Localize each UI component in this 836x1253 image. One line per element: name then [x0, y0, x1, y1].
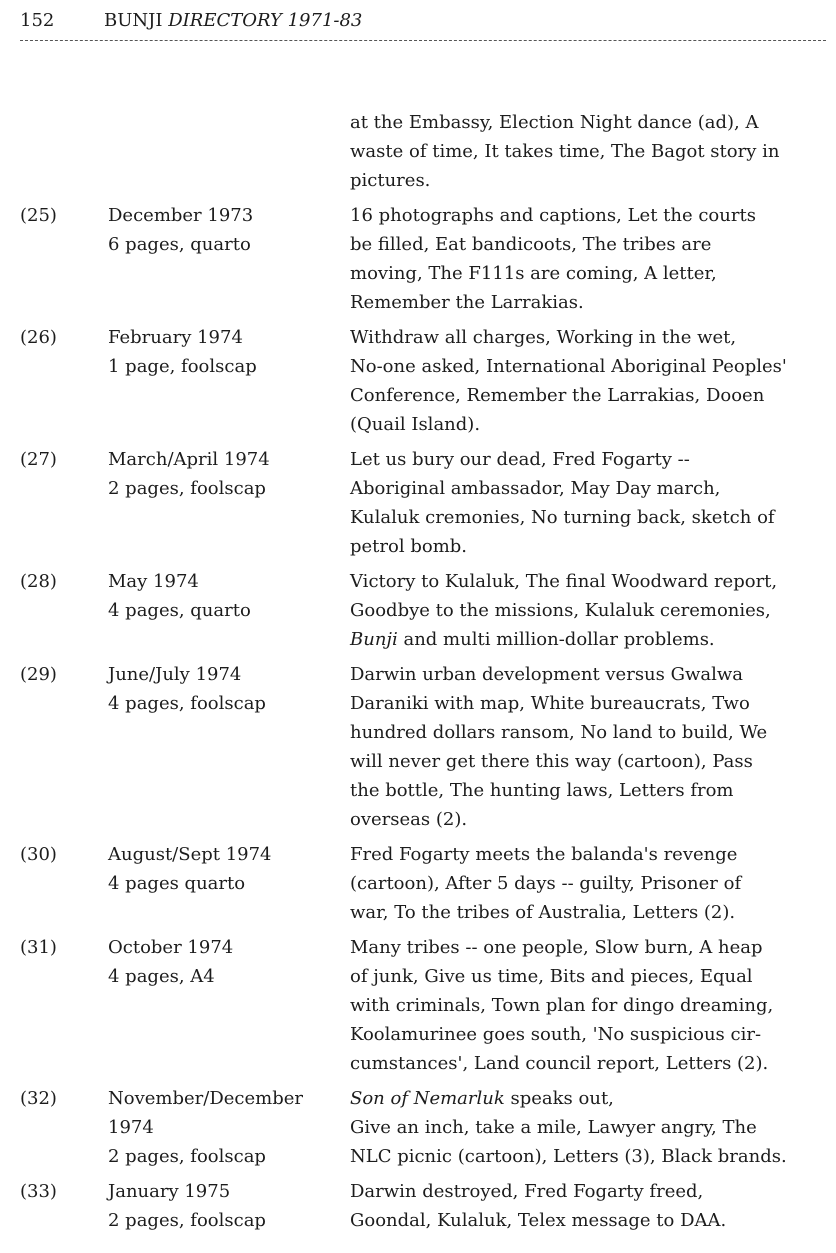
entry-number: (30) [20, 844, 57, 865]
directory-entry [20, 933, 836, 1078]
directory-entry [20, 660, 836, 834]
date-line: 2 pages, foolscap [108, 1146, 266, 1167]
running-title [104, 10, 362, 31]
entry-date-format [108, 201, 350, 259]
entry-description [350, 1084, 828, 1171]
description-line: 16 photographs and captions, Let the courts [350, 205, 756, 226]
date-line: February 1974 [108, 327, 243, 348]
description-line: Give an inch, take a mile, Lawyer angry, The [350, 1117, 757, 1138]
description-line: Many tribes -- one people, Slow burn, A heap [350, 937, 763, 958]
date-line: August/Sept 1974 [108, 844, 272, 865]
entry-number: (29) [20, 664, 57, 685]
description-line: Goondal, Kulaluk, Telex message to DAA. [350, 1210, 727, 1231]
entry-description [350, 567, 828, 654]
description-line: will never get there this way (cartoon), Pass [350, 751, 753, 772]
entry-date-format [108, 323, 350, 381]
description-line: with criminals, Town plan for dingo dreaming, [350, 995, 774, 1016]
page-header [20, 6, 826, 41]
directory-entry [20, 201, 836, 317]
date-line: 6 pages, quarto [108, 234, 251, 255]
italic-title: Son of Nemarluk [350, 1088, 505, 1109]
description-line [350, 625, 828, 654]
entry-description [350, 660, 828, 834]
date-line: 4 pages quarto [108, 873, 246, 894]
description-line: (cartoon), After 5 days -- guilty, Prisoner of [350, 873, 742, 894]
date-line: November/December [108, 1088, 303, 1109]
entry-number: (28) [20, 571, 57, 592]
directory-entry [20, 445, 836, 561]
entry-date-format [108, 660, 350, 718]
description-line: Remember the Larrakias. [350, 292, 584, 313]
date-line: 4 pages, quarto [108, 600, 251, 621]
description-line: No-one asked, International Aboriginal Peoples' [350, 356, 787, 377]
description-line: cumstances', Land council report, Letters (2). [350, 1053, 769, 1074]
entry-description [350, 1177, 828, 1235]
description-line: Darwin destroyed, Fred Fogarty freed, [350, 1181, 704, 1202]
entry-date-format [108, 567, 350, 625]
description-line: Conference, Remember the Larrakias, Dooen [350, 385, 765, 406]
description-line: hundred dollars ransom, No land to build, We [350, 722, 768, 743]
description-line: at the Embassy, Election Night dance (ad), A [350, 112, 759, 133]
description-line: Koolamurinee goes south, 'No suspicious cir- [350, 1024, 762, 1045]
entry-date-format [108, 1177, 350, 1235]
directory-entry [20, 840, 836, 927]
description-line [350, 1084, 828, 1113]
date-line: May 1974 [108, 571, 199, 592]
entry-date-format [108, 840, 350, 898]
directory-entry [20, 323, 836, 439]
entry-description [350, 840, 828, 927]
date-line: 1974 [108, 1117, 154, 1138]
italic-title: Bunji [350, 629, 398, 650]
date-line: October 1974 [108, 937, 234, 958]
date-line: June/July 1974 [108, 664, 242, 685]
entry-list [20, 201, 836, 1235]
date-line: 1 page, foolscap [108, 356, 257, 377]
entry-number: (26) [20, 327, 57, 348]
description-line: Victory to Kulaluk, The final Woodward report, [350, 571, 778, 592]
description-line: of junk, Give us time, Bits and pieces, Equal [350, 966, 753, 987]
description-text: and multi million-dollar problems. [397, 629, 715, 650]
directory-entry [20, 1084, 836, 1171]
running-title-italic: DIRECTORY 1971-83 [168, 10, 363, 31]
description-line: petrol bomb. [350, 536, 467, 557]
entry-number: (27) [20, 449, 57, 470]
description-line: Withdraw all charges, Working in the wet, [350, 327, 737, 348]
description-line: pictures. [350, 170, 431, 191]
date-line: January 1975 [108, 1181, 231, 1202]
description-line: NLC picnic (cartoon), Letters (3), Black brands. [350, 1146, 787, 1167]
date-line: December 1973 [108, 205, 254, 226]
entry-number: (25) [20, 205, 57, 226]
entry-description [350, 933, 828, 1078]
description-line: (Quail Island). [350, 414, 481, 435]
date-line: 4 pages, foolscap [108, 693, 266, 714]
date-line: 2 pages, foolscap [108, 478, 266, 499]
entry-description [350, 323, 828, 439]
description-line: be filled, Eat bandicoots, The tribes are [350, 234, 712, 255]
page-number: 152 [20, 10, 55, 31]
entry-description [350, 445, 828, 561]
entry-number: (33) [20, 1181, 57, 1202]
running-title-plain: BUNJI [104, 10, 163, 31]
date-line: March/April 1974 [108, 449, 270, 470]
description-line: Fred Fogarty meets the balanda's revenge [350, 844, 738, 865]
description-line: Aboriginal ambassador, May Day march, [350, 478, 721, 499]
description-line: Daraniki with map, White bureaucrats, Two [350, 693, 750, 714]
description-line: Darwin urban development versus Gwalwa [350, 664, 744, 685]
date-line: 2 pages, foolscap [108, 1210, 266, 1231]
continuation-entry [20, 108, 836, 195]
entry-date-format [108, 445, 350, 503]
description-line: overseas (2). [350, 809, 468, 830]
entry-date-format [108, 933, 350, 991]
description-line: the bottle, The hunting laws, Letters from [350, 780, 734, 801]
directory-entry [20, 567, 836, 654]
description-line: war, To the tribes of Australia, Letters (2). [350, 902, 736, 923]
description-text: speaks out, [504, 1088, 614, 1109]
entry-description [350, 108, 828, 195]
directory-listing [20, 108, 836, 1241]
description-line: Kulaluk cremonies, No turning back, sketch of [350, 507, 775, 528]
entry-number: (31) [20, 937, 57, 958]
description-line: Goodbye to the missions, Kulaluk ceremonies, [350, 600, 771, 621]
entry-number: (32) [20, 1088, 57, 1109]
description-line: waste of time, It takes time, The Bagot story in [350, 141, 780, 162]
date-line: 4 pages, A4 [108, 966, 215, 987]
entry-date-format [108, 1084, 350, 1171]
entry-description [350, 201, 828, 317]
description-line: moving, The F111s are coming, A letter, [350, 263, 717, 284]
description-line: Let us bury our dead, Fred Fogarty -- [350, 449, 690, 470]
directory-entry [20, 1177, 836, 1235]
